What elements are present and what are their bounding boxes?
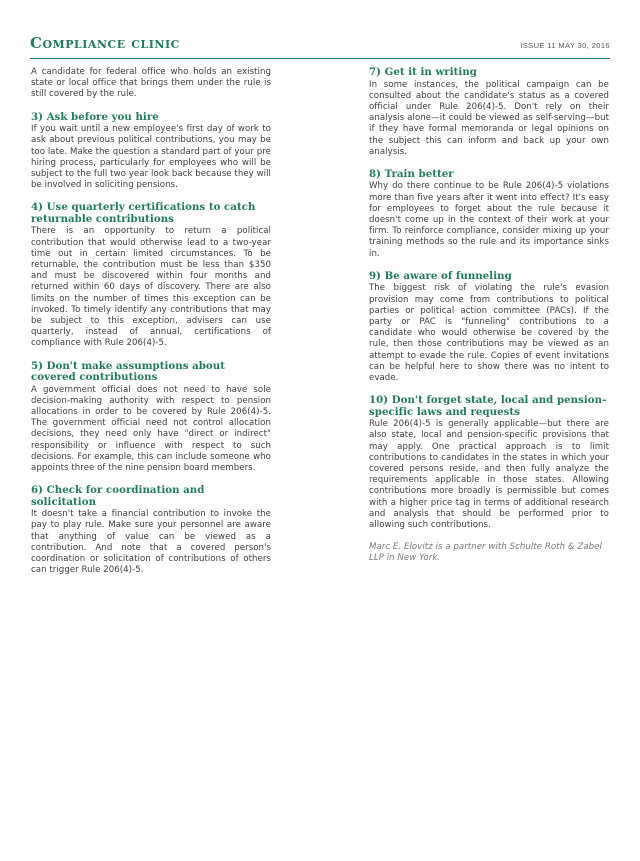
section-heading-4: 4) Use quarterly certifications to catch returnable contributions bbox=[31, 201, 256, 225]
intro-paragraph: A candidate for federal office who holds an existing state or local office that brings them under the rule is still covered by the rule. bbox=[31, 67, 271, 100]
section-title: Compliance clinic bbox=[30, 34, 180, 52]
page-header bbox=[30, 36, 610, 59]
issue-date: ISSUE 11 MAY 30, 2016 bbox=[520, 41, 610, 50]
section-heading-5: 5) Don't make assumptions about covered contributions bbox=[31, 359, 225, 384]
section-heading-7: 7) Get it in writing bbox=[369, 66, 477, 78]
left-column bbox=[31, 67, 271, 587]
author-byline: Marc E. Elovitz is a partner with Schulte Roth & Zabel LLP in New York. bbox=[369, 542, 602, 564]
section-body-3: If you wait until a new employee's first day of work to ask about previous political contributions, you may be too late. Make the question a standard part of your pre hiring process, particularly for employees who will be subject to the full two year look back because they will be involved in soliciting pensions. bbox=[31, 124, 271, 191]
section-body-8: Why do there continue to be Rule 206(4)-5 violations more than five years after it went into effect? It's easy for employees to forget about the rule because it doesn't come up in the context of their work at your firm. To reinforce compliance, consider mixing up your training methods so the rule and its importance sinks in. bbox=[369, 181, 609, 259]
section-heading-9: 9) Be aware of funneling bbox=[369, 269, 512, 282]
section-body-4: There is an opportunity to return a political contribution that would otherwise lead to a two-year time out in certain limited circumstances. To be returnable, the contribution must be less than $350 and must be discovered within four months and returned within 60 days of discovery. There are also limits on the number of times this exception can be invoked. To timely identify any contributions that may be subject to this exception, advisers can use quarterly, instead of annual, certifications of compliance with Rule 206(4)-5. bbox=[31, 226, 271, 349]
section-heading-8: 8) Train better bbox=[369, 167, 454, 180]
section-heading-6: 6) Check for coordination and solicitation bbox=[31, 484, 205, 508]
section-body-6: It doesn't take a financial contribution to invoke the pay to play rule. Make sure your personnel are aware that anything of value can be viewed as a contribution. And note that a covered person's coordination or solicitation of contributions of others can trigger Rule 206(4)-5. bbox=[31, 509, 271, 576]
section-body-9: The biggest risk of violating the rule's evasion provision may come from contributions to political parties or political action committee (PACs). If the party or PAC is "funneling" contributions to a candidate who would otherwise be covered by the rule, then those contributions may be viewed as an attempt to evade the rule. Copies of event invitations can be helpful here to show there was no intent to evade. bbox=[369, 283, 609, 383]
section-heading-10: 10) Don't forget state, local and pension-specific laws and requests bbox=[369, 394, 607, 418]
section-heading-3: 3) Ask before you hire bbox=[31, 110, 159, 123]
right-column bbox=[369, 67, 609, 565]
section-body-7: In some instances, the political campaign can be consulted about the candidate's status as a covered official under Rule 206(4)-5. Don't rely on their analysis alone—it could be viewed as self-serving—but if they have formal memoranda or legal opinions on the subject this can inform and back up your own analysis. bbox=[369, 79, 609, 157]
section-body-5: A government official does not need to have sole decision-making authority with respect to pension allocations in order to be covered by Rule 206(4)-5. The government official need not control allocation decisions, they need only have "direct or indirect" responsibility or influence with respect to such decisions. For example, this can include someone who appoints three of the nine pension board members. bbox=[31, 384, 271, 473]
section-body-10: Rule 206(4)-5 is generally applicable—but there are also state, local and pension-specific provisions that may apply. One practical approach is to limit contributions to candidates in the states in which your covered persons reside, and then fully analyze the requirements applicable in those states. Allowing contributions more broadly is permissible but comes with a higher price tag in terms of additional research and analysis that should be performed prior to allowing such contributions. bbox=[369, 419, 609, 530]
